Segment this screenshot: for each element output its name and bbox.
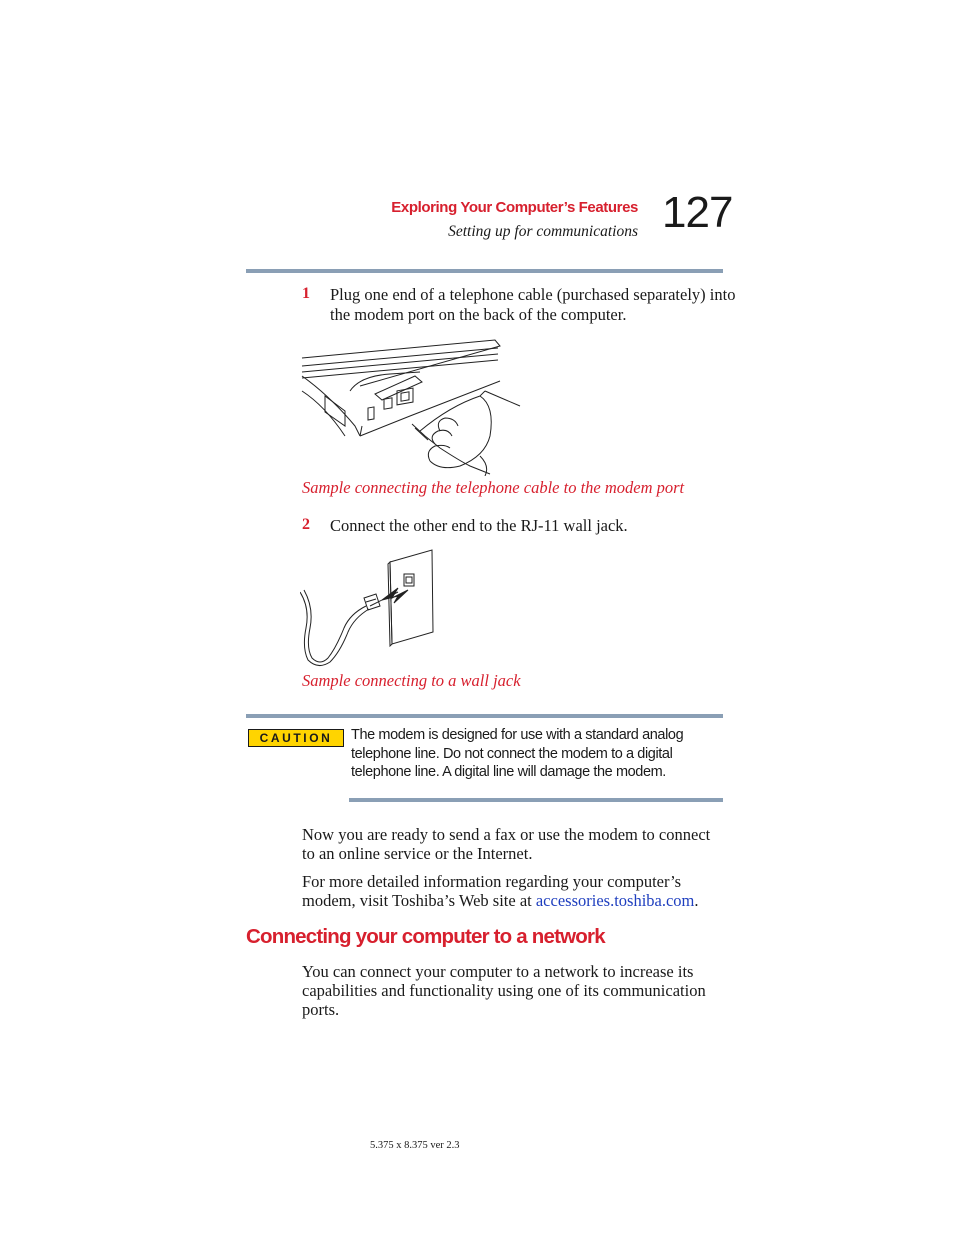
section-paragraph (302, 962, 732, 1019)
running-header-section: Exploring Your Computer’s Features (391, 199, 638, 216)
wall-jack-illustration (300, 548, 440, 670)
laptop-modem-port-illustration (300, 336, 525, 476)
caution-badge: CAUTION (248, 729, 344, 747)
figure-2-caption: Sample connecting to a wall jack (302, 671, 521, 690)
ready-line-1: Now you are ready to send a fax or use the modem to connect (302, 825, 711, 844)
caution-text (351, 726, 711, 782)
step-2-text: Connect the other end to the RJ-11 wall jack. (330, 516, 628, 535)
step-1-text-line1: Plug one end of a telephone cable (purchased separately) into (330, 285, 736, 304)
more-info-line-1: For more detailed information regarding your computer’s (302, 872, 682, 891)
step-1-number: 1 (302, 285, 310, 302)
figure-1-caption: Sample connecting the telephone cable to the modem port (302, 478, 685, 497)
caution-line-2: telephone line. Do not connect the modem to a digital (351, 745, 673, 762)
section-line-1: You can connect your computer to a network to increase its (302, 962, 694, 981)
more-info-paragraph (302, 872, 732, 910)
caution-line-1: The modem is designed for use with a standard analog (351, 727, 684, 743)
section-line-2: capabilities and functionality using one of its communication (302, 981, 706, 1000)
running-header-subsection: Setting up for communications (448, 223, 638, 240)
more-info-line-2 (302, 891, 732, 910)
caution-bottom-rule (349, 798, 723, 802)
ready-line-2: to an online service or the Internet. (302, 844, 533, 863)
footer-version: 5.375 x 8.375 ver 2.3 (370, 1140, 460, 1151)
section-line-3: ports. (302, 1000, 340, 1019)
header-rule (246, 269, 723, 273)
section-heading: Connecting your computer to a network (246, 925, 605, 948)
more-info-suffix: . (694, 891, 699, 910)
caution-line-3: telephone line. A digital line will damage the modem. (351, 764, 666, 780)
toshiba-accessories-link[interactable]: accessories.toshiba.com (535, 891, 695, 910)
page-number: 127 (662, 188, 733, 237)
step-2-number: 2 (302, 516, 310, 533)
step-1-text-line2: the modem port on the back of the computer. (330, 305, 627, 324)
more-info-prefix: modem, visit Toshiba’s Web site at (302, 891, 536, 910)
caution-top-rule (246, 714, 723, 718)
ready-paragraph (302, 825, 732, 863)
